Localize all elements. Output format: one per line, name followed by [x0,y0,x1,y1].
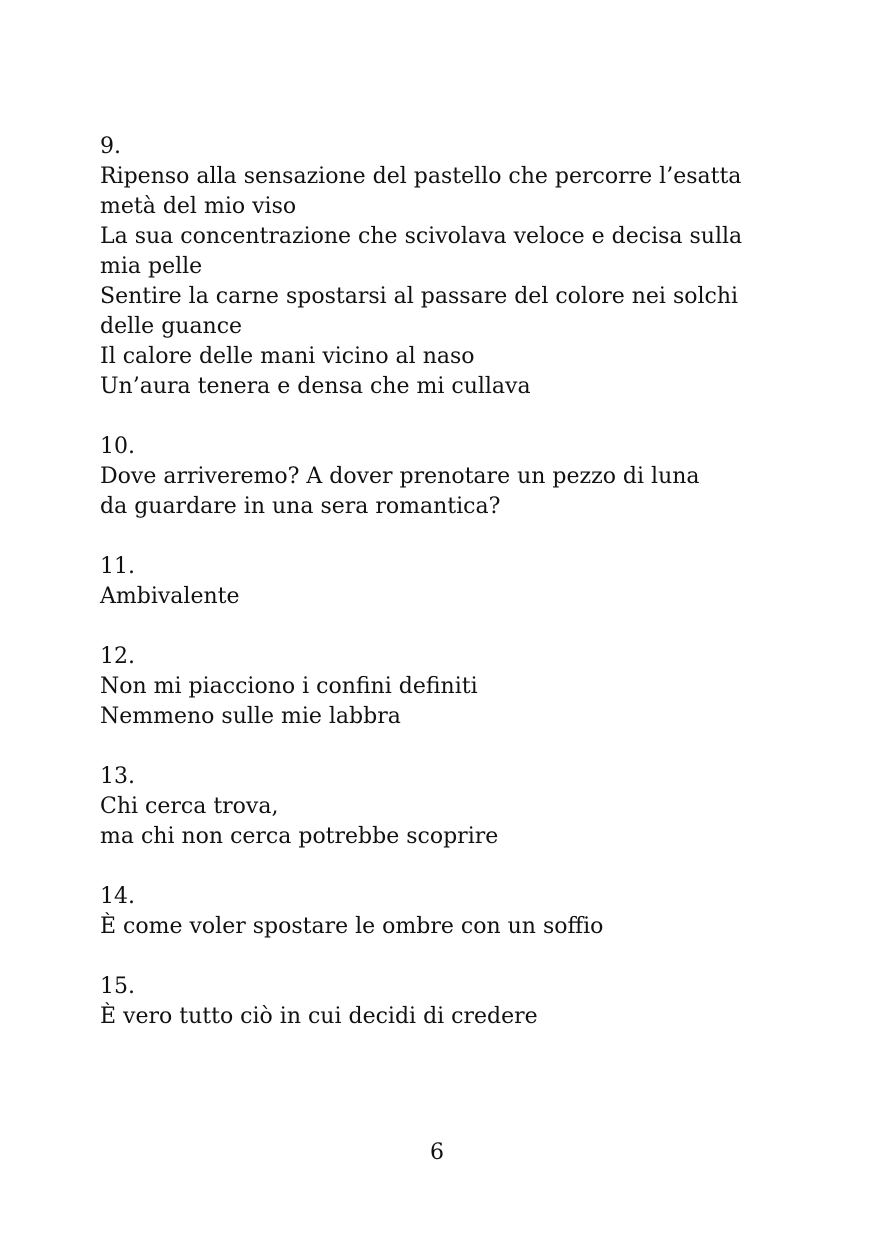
poem-line: ma chi non cerca potrebbe scoprire [100,824,499,849]
poem-line: Dove arriveremo? A dover prenotare un pezzo di luna [100,464,700,489]
stanza-15 [100,972,780,1032]
poem-line: La sua concentrazione che scivolava veloce e decisa sulla mia pelle [100,224,743,279]
poem-line: Un’aura tenera e densa che mi cullava [100,374,531,399]
poem-line: Ripenso alla sensazione del pastello che percorre l’esatta metà del mio viso [100,164,742,219]
poem-body [100,132,780,1062]
poem-line: È vero tutto ciò in cui decidi di credere [100,1004,538,1029]
poem-line: Il calore delle mani vicino al naso [100,344,475,369]
stanza-12 [100,642,780,732]
poem-line: da guardare in una sera romantica? [100,494,501,519]
stanza-13 [100,762,780,852]
stanza-9 [100,132,780,402]
stanza-number: 9. [100,134,121,159]
poem-line: Sentire la carne spostarsi al passare del colore nei solchi delle guance [100,284,739,339]
stanza-number: 13. [100,764,135,789]
poem-line: Nemmeno sulle mie labbra [100,704,401,729]
stanza-number: 11. [100,554,135,579]
stanza-number: 15. [100,974,135,999]
poem-line: Chi cerca trova, [100,794,279,819]
stanza-11 [100,552,780,612]
poem-line: Ambivalente [100,584,240,609]
poem-line: Non mi piacciono i confini definiti [100,674,478,699]
stanza-10 [100,432,780,522]
poem-line: È come voler spostare le ombre con un soffio [100,914,604,939]
page-number: 6 [430,1140,444,1165]
stanza-number: 10. [100,434,135,459]
stanza-number: 14. [100,884,135,909]
stanza-number: 12. [100,644,135,669]
stanza-14 [100,882,780,942]
